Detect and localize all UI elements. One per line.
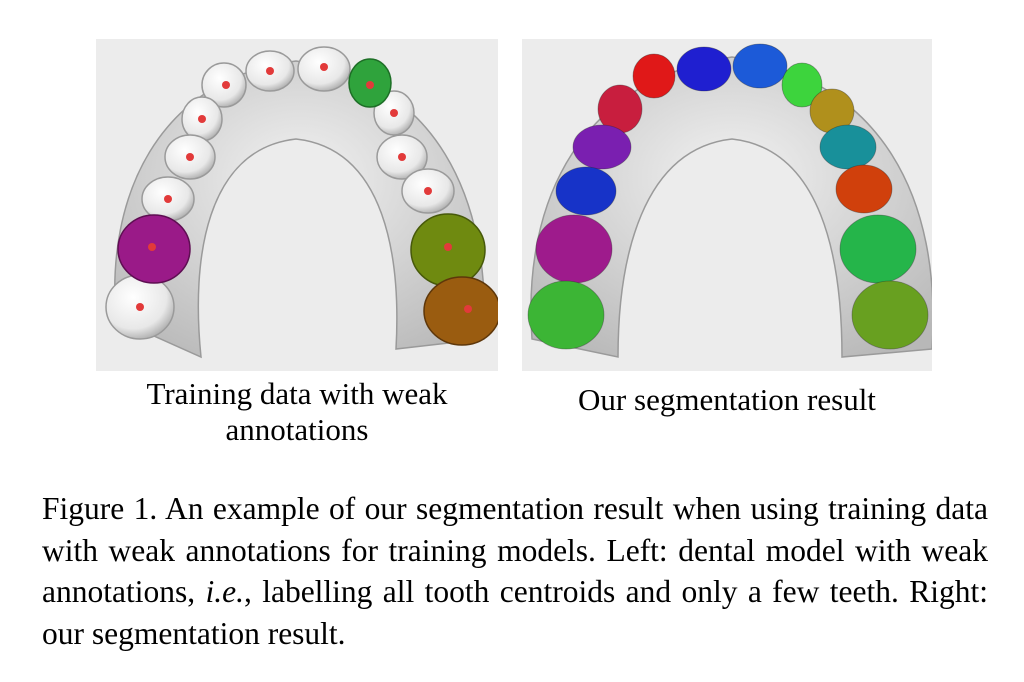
centroid [320,63,328,71]
tooth-segment [820,125,876,169]
centroid [164,195,172,203]
tooth-segment [677,47,731,91]
tooth-segment [852,281,928,349]
centroid [186,153,194,161]
caption-text-part-1: An example of our segmentation result when using training data with weak annotations for training models. Left: dental model with weak annotations, [42,491,988,609]
caption-ie: i.e. [205,574,244,609]
centroid [424,187,432,195]
tooth-segment [556,167,616,215]
centroid [198,115,206,123]
centroid [464,305,472,313]
centroid [398,153,406,161]
annotated-tooth-brown [424,277,498,345]
centroid [266,67,274,75]
right-segmentation-panel [522,39,932,371]
figure-label: Figure 1. [42,491,158,526]
tooth-segment [733,44,787,88]
right-subcaption: Our segmentation result [578,382,876,417]
left-subcaption [96,376,498,448]
centroid [366,81,374,89]
tooth-segment [528,281,604,349]
centroid [148,243,156,251]
figure-caption [42,488,988,654]
left-dental-model-panel [96,39,498,371]
left-subcaption-line-1: Training data with weak [146,376,448,411]
tooth-segment [573,125,631,169]
tooth-segment [836,165,892,213]
centroid [222,81,230,89]
segmented-dental-model [522,39,932,371]
centroid [444,243,452,251]
tooth-segment [536,215,612,283]
left-subcaption-line-2: annotations [225,412,369,447]
tooth-segment [633,54,675,98]
caption-text-part-2: , labelling all tooth centroids and only a few teeth. Right: our segmentation result. [42,574,988,651]
centroid [390,109,398,117]
weakly-annotated-dental-model [96,39,498,371]
centroid [136,303,144,311]
tooth-segment [840,215,916,283]
